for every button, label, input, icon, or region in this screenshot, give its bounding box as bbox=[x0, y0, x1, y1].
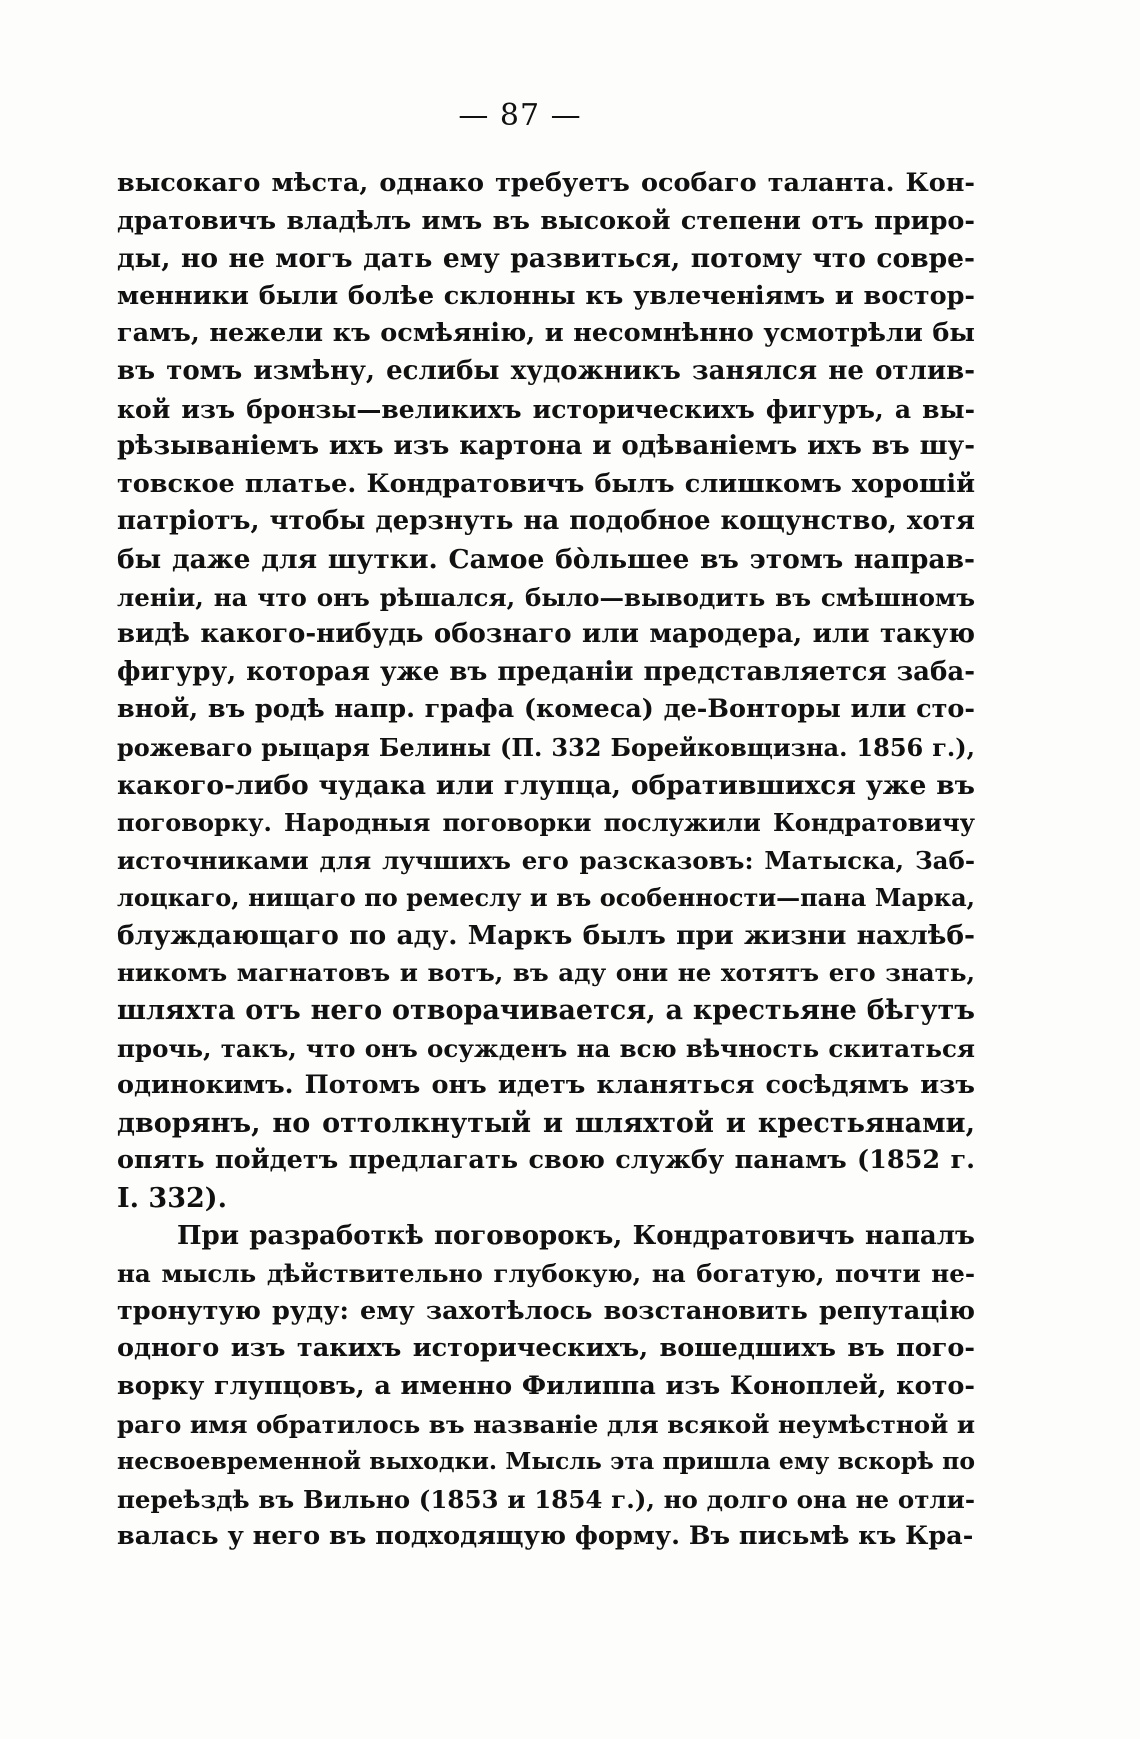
text-line: въ томъ измѣну, еслибы художникъ занялся не отлив- bbox=[117, 355, 975, 386]
text-line: I. 332). bbox=[117, 1183, 227, 1215]
text-line: никомъ магнатовъ и вотъ, въ аду они не хотятъ его знать, bbox=[117, 958, 975, 988]
text-line: ворку глупцовъ, а именно Филиппа изъ Коноплей, кото- bbox=[117, 1371, 975, 1401]
text-line: леніи, на что онъ рѣшался, было—выводить въ смѣшномъ bbox=[117, 582, 975, 612]
text-line: источниками для лучшихъ его разсказовъ: Матыска, Заб- bbox=[117, 845, 975, 875]
text-line: менники были болѣе склонны къ увлеченіямъ и востор- bbox=[117, 280, 975, 311]
paragraph bbox=[117, 1218, 975, 1556]
text-line: раго имя обратилось въ названіе для всякой неумѣстной и bbox=[117, 1409, 975, 1439]
text-line: на мысль дѣйствительно глубокую, на богатую, почти не- bbox=[117, 1259, 975, 1289]
text-line: несвоевременной выходки. Мысль эта пришла ему вскорѣ по bbox=[117, 1447, 975, 1476]
text-line: блуждающаго по аду. Маркъ былъ при жизни нахлѣб- bbox=[117, 919, 975, 951]
text-line: дворянъ, но оттолкнутый и шляхтой и крестьянами, bbox=[117, 1107, 975, 1139]
text-line: какого-либо чудака или глупца, обратившихся уже въ bbox=[117, 769, 975, 801]
text-line: бы даже для шутки. Самое бо̀льшее въ этомъ направ- bbox=[117, 543, 975, 575]
text-line: рожеваго рыцаря Белины (П. 332 Борейковщизна. 1856 г.), bbox=[117, 732, 975, 762]
text-line: поговорку. Народныя поговорки послужили Кондратовичу bbox=[117, 808, 975, 838]
text-line: товское платье. Кондратовичъ былъ слишкомъ хорошій bbox=[117, 468, 975, 499]
text-line: одинокимъ. Потомъ онъ идетъ кланяться сосѣдямъ изъ bbox=[117, 1070, 975, 1101]
text-line: опять пойдетъ предлагать свою службу панамъ (1852 г. bbox=[117, 1145, 975, 1176]
text-line: лоцкаго, нищаго по ремеслу и въ особенности—пана Марка, bbox=[117, 883, 975, 913]
text-line: одного изъ такихъ историческихъ, вошедшихъ въ пого- bbox=[117, 1333, 975, 1364]
text-line: кой изъ бронзы—великихъ историческихъ фигуръ, а вы- bbox=[117, 394, 975, 424]
text-line: рѣзываніемъ ихъ изъ картона и одѣваніемъ ихъ въ шу- bbox=[117, 431, 975, 462]
text-line: При разработкѣ поговорокъ, Кондратовичъ напалъ bbox=[177, 1220, 975, 1251]
text-line: дратовичъ владѣлъ имъ въ высокой степени отъ приро- bbox=[117, 205, 975, 236]
text-line: гамъ, нежели къ осмѣянію, и несомнѣнно усмотрѣли бы bbox=[117, 318, 975, 349]
paragraph bbox=[117, 165, 975, 1218]
text-line: прочь, такъ, что онъ осужденъ на всю вѣчность скитаться bbox=[117, 1033, 975, 1063]
text-line: фигуру, которая уже въ преданіи представляется заба- bbox=[117, 656, 975, 687]
text-line: ды, но не могъ дать ему развиться, потому что совре- bbox=[117, 243, 975, 275]
text-line: вной, въ родѣ напр. графа (комеса) де-Вонторы или сто- bbox=[117, 694, 975, 725]
text-line: валась у него въ подходящую форму. Въ письмѣ къ Кра- bbox=[117, 1521, 974, 1552]
text-line: переѣздѣ въ Вильно (1853 и 1854 г.), но долго она не отли- bbox=[117, 1484, 975, 1514]
text-line: шляхта отъ него отворачивается, а крестьяне бѣгутъ bbox=[117, 995, 975, 1027]
body-text bbox=[117, 165, 975, 1556]
text-line: видѣ какого-нибудь обознаго или мародера, или такую bbox=[117, 619, 975, 650]
text-line: тронутую руду: ему захотѣлось возстановить репутацію bbox=[117, 1295, 975, 1326]
page-number: — 87 — bbox=[458, 98, 582, 133]
text-line: патріотъ, чтобы дерзнуть на подобное кощунство, хотя bbox=[117, 506, 975, 537]
text-line: высокаго мѣста, однако требуетъ особаго таланта. Кон- bbox=[117, 168, 975, 198]
